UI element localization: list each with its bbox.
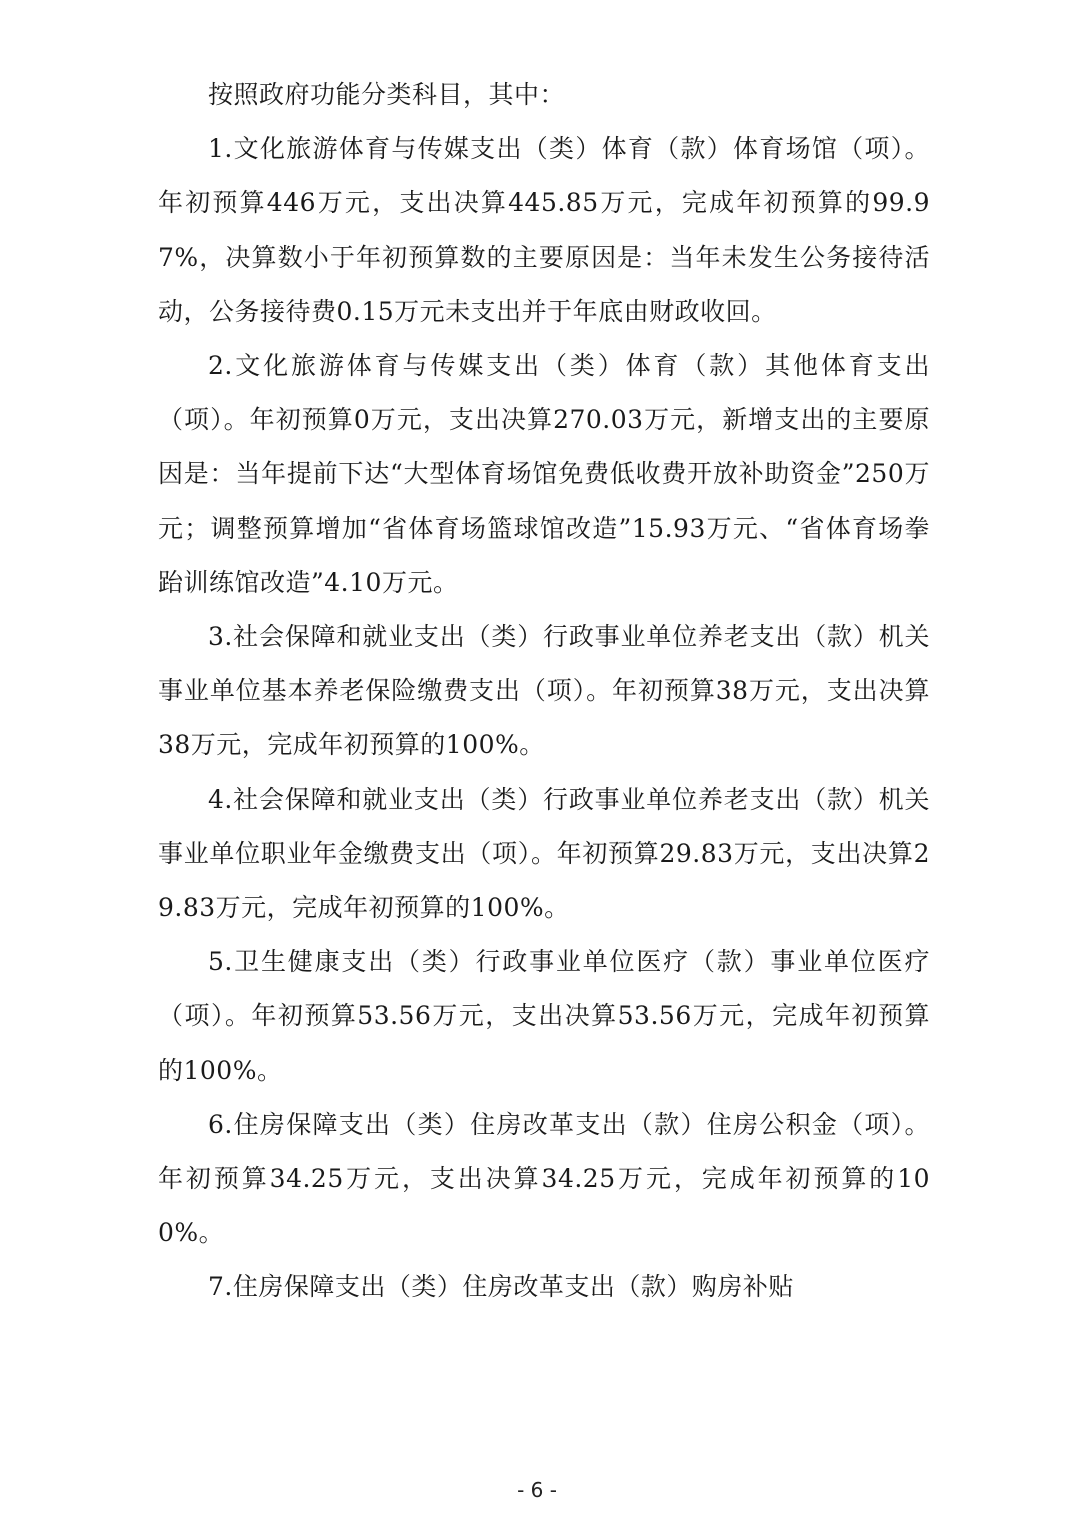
- paragraph-item-5: 5.卫生健康支出（类）行政事业单位医疗（款）事业单位医疗（项）。年初预算53.56万元，支出决算53.56万元，完成年初预算的100%。: [158, 947, 930, 1085]
- paragraph-item-1: 1.文化旅游体育与传媒支出（类）体育（款）体育场馆（项）。年初预算446万元，支出决算445.85万元，完成年初预算的99.97%，决算数小于年初预算数的主要原因是：当年未发生公务接待活动，公务接待费0.15万元未支出并于年底由财政收回。: [158, 134, 930, 326]
- document-body: [158, 68, 930, 1315]
- paragraph-item-3: 3.社会保障和就业支出（类）行政事业单位养老支出（款）机关事业单位基本养老保险缴费支出（项）。年初预算38万元，支出决算38万元，完成年初预算的100%。: [158, 622, 930, 760]
- paragraph-item-2: 2.文化旅游体育与传媒支出（类）体育（款）其他体育支出（项）。年初预算0万元，支出决算270.03万元，新增支出的主要原因是：当年提前下达“大型体育场馆免费低收费开放补助资金”250万元；调整预算增加“省体育场篮球馆改造”15.93万元、“省体育场拳跆训练馆改造”4.10万元。: [158, 351, 930, 597]
- page-number: - 6 -: [517, 1478, 557, 1502]
- paragraph-item-4: 4.社会保障和就业支出（类）行政事业单位养老支出（款）机关事业单位职业年金缴费支出（项）。年初预算29.83万元，支出决算29.83万元，完成年初预算的100%。: [158, 784, 930, 923]
- paragraph-item-7: 7.住房保障支出（类）住房改革支出（款）购房补贴: [208, 1272, 794, 1302]
- paragraph-intro: 按照政府功能分类科目，其中：: [208, 80, 566, 109]
- paragraph-item-6: 6.住房保障支出（类）住房改革支出（款）住房公积金（项）。年初预算34.25万元，支出决算34.25万元，完成年初预算的100%。: [158, 1109, 930, 1248]
